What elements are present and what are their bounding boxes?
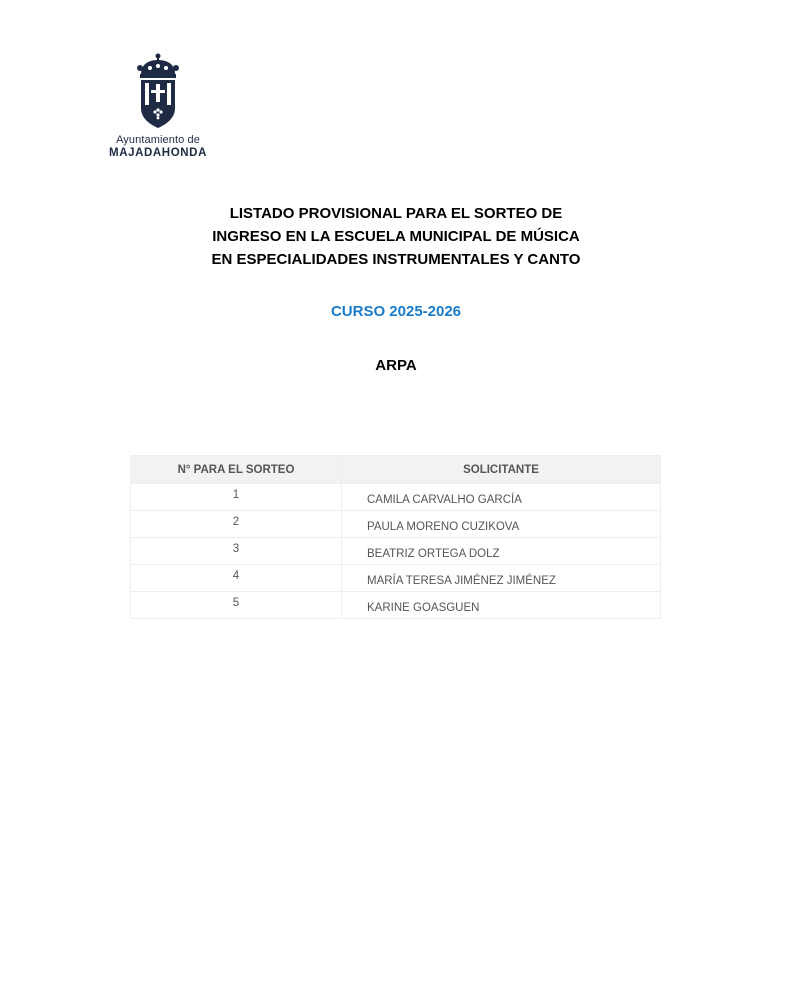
title-line-2: INGRESO EN LA ESCUELA MUNICIPAL DE MÚSICA bbox=[212, 228, 580, 245]
title-line-3: EN ESPECIALIDADES INSTRUMENTALES Y CANTO bbox=[211, 251, 581, 268]
specialty-name: ARPA bbox=[375, 357, 417, 374]
table-row bbox=[131, 511, 661, 538]
coat-of-arms-icon bbox=[135, 52, 181, 130]
logo-text-line2: MAJADAHONDA bbox=[109, 147, 207, 159]
applicant-name: CAMILA CARVALHO GARCÍA bbox=[342, 484, 661, 511]
applicant-name: BEATRIZ ORTEGA DOLZ bbox=[342, 538, 661, 565]
table-row bbox=[131, 565, 661, 592]
table-row bbox=[131, 592, 661, 619]
municipal-logo bbox=[104, 52, 212, 160]
draw-number: 5 bbox=[131, 592, 342, 619]
course-year: CURSO 2025-2026 bbox=[330, 303, 462, 320]
document-title bbox=[0, 202, 792, 271]
table-row bbox=[131, 484, 661, 511]
logo-text-line1: Ayuntamiento de bbox=[116, 134, 200, 146]
table-row bbox=[131, 538, 661, 565]
draw-number: 3 bbox=[131, 538, 342, 565]
draw-number: 4 bbox=[131, 565, 342, 592]
applicants-table bbox=[130, 455, 661, 619]
draw-number: 1 bbox=[131, 484, 342, 511]
title-line-1: LISTADO PROVISIONAL PARA EL SORTEO DE bbox=[229, 205, 563, 222]
column-header-applicant: SOLICITANTE bbox=[342, 456, 661, 484]
applicant-name: MARÍA TERESA JIMÉNEZ JIMÉNEZ bbox=[342, 565, 661, 592]
applicant-name: PAULA MORENO CUZIKOVA bbox=[342, 511, 661, 538]
applicant-name: KARINE GOASGUEN bbox=[342, 592, 661, 619]
column-header-number: N° PARA EL SORTEO bbox=[131, 456, 342, 484]
table-header-row bbox=[131, 456, 661, 484]
draw-number: 2 bbox=[131, 511, 342, 538]
